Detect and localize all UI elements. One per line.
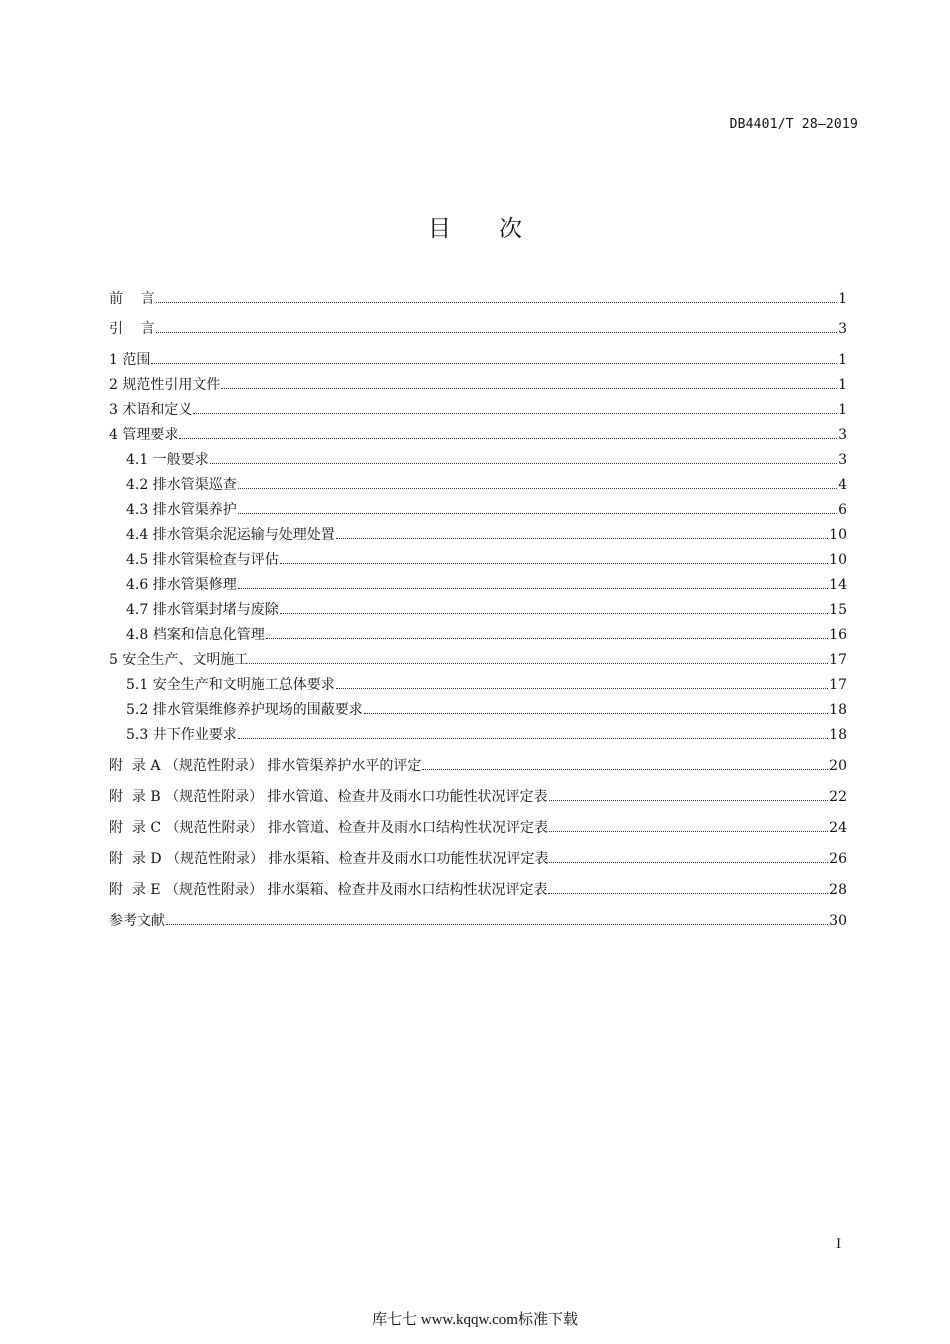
toc-entry-page: 24 xyxy=(829,820,847,836)
toc-entry-page: 20 xyxy=(829,758,847,774)
toc-entry-label: 4.8 档案和信息化管理 xyxy=(126,627,265,643)
toc-entry-label: 5.3 井下作业要求 xyxy=(126,727,237,743)
toc-entry[interactable] xyxy=(109,374,847,394)
toc-entry-page: 18 xyxy=(829,702,847,718)
toc-leader-dots xyxy=(336,688,828,689)
toc-leader-dots xyxy=(238,738,828,739)
toc-entry-label: 4.2 排水管渠巡查 xyxy=(126,477,237,493)
toc-entry[interactable] xyxy=(126,624,847,644)
toc-entry-label: 4.1 一般要求 xyxy=(126,452,209,468)
toc-entry-label: 1 范围 xyxy=(109,352,151,368)
toc-leader-dots xyxy=(151,363,837,364)
toc-leader-dots xyxy=(156,332,837,333)
toc-entry-page: 26 xyxy=(829,851,847,867)
toc-entry[interactable] xyxy=(109,848,847,868)
toc-entry[interactable] xyxy=(126,724,847,744)
toc-entry-label: 4 管理要求 xyxy=(109,427,179,443)
toc-entry-page: 17 xyxy=(829,677,847,693)
toc-leader-dots xyxy=(238,488,837,489)
toc-leader-dots xyxy=(336,538,828,539)
toc-entry-page: 15 xyxy=(829,602,847,618)
toc-entry-label: 附 录 D （规范性附录） 排水渠箱、检查井及雨水口功能性状况评定表 xyxy=(109,851,549,867)
toc-leader-dots xyxy=(166,924,828,925)
toc-entry-page: 17 xyxy=(829,652,847,668)
toc-leader-dots xyxy=(179,438,837,439)
toc-entry[interactable] xyxy=(109,649,847,669)
toc-entry-page: 1 xyxy=(838,291,847,307)
toc-entry[interactable] xyxy=(126,449,847,469)
toc-entry-label: 2 规范性引用文件 xyxy=(109,377,221,393)
toc-leader-dots xyxy=(549,800,829,801)
toc-leader-dots xyxy=(549,831,828,832)
toc-leader-dots xyxy=(210,463,837,464)
toc-entry-page: 10 xyxy=(829,552,847,568)
toc-leader-dots xyxy=(156,302,837,303)
footer-watermark: 库七七 www.kqqw.com标准下载 xyxy=(372,1312,578,1328)
toc-entry-page: 1 xyxy=(838,352,847,368)
toc-entry-label: 附 录 C （规范性附录） 排水管道、检查井及雨水口结构性状况评定表 xyxy=(109,820,548,836)
toc-entry-label: 附 录 E （规范性附录） 排水渠箱、检查井及雨水口结构性状况评定表 xyxy=(109,882,548,898)
toc-entry-page: 14 xyxy=(829,577,847,593)
toc-entry-page: 22 xyxy=(829,789,847,805)
toc-leader-dots xyxy=(280,613,828,614)
toc-leader-dots xyxy=(193,413,837,414)
toc-leader-dots xyxy=(280,563,828,564)
toc-leader-dots xyxy=(249,663,828,664)
toc-entry-page: 16 xyxy=(829,627,847,643)
toc-entry-page: 6 xyxy=(838,502,847,518)
toc-entry[interactable] xyxy=(109,910,847,930)
toc-entry-label: 4.4 排水管渠余泥运输与处理处置 xyxy=(126,527,335,543)
toc-entry[interactable] xyxy=(109,399,847,419)
toc-entry[interactable] xyxy=(109,424,847,444)
toc-entry-page: 4 xyxy=(838,477,847,493)
toc-entry-label: 5 安全生产、文明施工 xyxy=(109,652,249,668)
toc-entry[interactable] xyxy=(109,786,847,806)
toc-leader-dots xyxy=(364,713,828,714)
toc-entry-page: 3 xyxy=(838,427,847,443)
toc-entry[interactable] xyxy=(109,318,847,338)
toc-leader-dots xyxy=(221,388,837,389)
toc-entry-page: 3 xyxy=(838,321,847,337)
toc-entry-label: 4.7 排水管渠封堵与废除 xyxy=(126,602,279,618)
document-code: DB4401/T 28—2019 xyxy=(729,117,858,132)
toc-leader-dots xyxy=(238,588,828,589)
toc-entry[interactable] xyxy=(126,499,847,519)
toc-entry-label: 参考文献 xyxy=(109,913,165,929)
toc-entry-label: 3 术语和定义 xyxy=(109,402,193,418)
toc-entry-page: 30 xyxy=(829,913,847,929)
toc-entry-label: 附 录 A （规范性附录） 排水管渠养护水平的评定 xyxy=(109,758,422,774)
toc-entry-page: 10 xyxy=(829,527,847,543)
toc-title: 目次 xyxy=(428,216,570,242)
toc-entry[interactable] xyxy=(126,574,847,594)
toc-entry-page: 18 xyxy=(829,727,847,743)
toc-leader-dots xyxy=(422,769,828,770)
toc-entry-label: 4.5 排水管渠检查与评估 xyxy=(126,552,279,568)
toc-entry-label: 前 言 xyxy=(109,291,155,307)
toc-leader-dots xyxy=(238,513,837,514)
toc-entry-page: 3 xyxy=(838,452,847,468)
toc-entry-label: 4.3 排水管渠养护 xyxy=(126,502,237,518)
page-number: I xyxy=(836,1237,842,1252)
toc-entry-label: 引 言 xyxy=(109,321,155,337)
toc-entry[interactable] xyxy=(109,817,847,837)
toc-entry[interactable] xyxy=(126,549,847,569)
toc-entry-label: 5.1 安全生产和文明施工总体要求 xyxy=(126,677,335,693)
toc-entry-page: 1 xyxy=(838,377,847,393)
toc-entry-label: 4.6 排水管渠修理 xyxy=(126,577,237,593)
toc-entry-label: 5.2 排水管渠维修养护现场的围蔽要求 xyxy=(126,702,363,718)
toc-entry[interactable] xyxy=(126,699,847,719)
toc-entry[interactable] xyxy=(109,879,847,899)
toc-entry-page: 28 xyxy=(829,882,847,898)
toc-entry[interactable] xyxy=(109,755,847,775)
toc-entry[interactable] xyxy=(126,524,847,544)
toc-entry[interactable] xyxy=(109,288,847,308)
toc-leader-dots xyxy=(549,862,828,863)
toc-entry[interactable] xyxy=(109,349,847,369)
toc-leader-dots xyxy=(548,893,828,894)
toc-leader-dots xyxy=(266,638,828,639)
toc-entry-label: 附 录 B （规范性附录） 排水管道、检查井及雨水口功能性状况评定表 xyxy=(109,789,548,805)
toc-entry[interactable] xyxy=(126,599,847,619)
toc-entry[interactable] xyxy=(126,674,847,694)
toc-entry-page: 1 xyxy=(838,402,847,418)
toc-entry[interactable] xyxy=(126,474,847,494)
